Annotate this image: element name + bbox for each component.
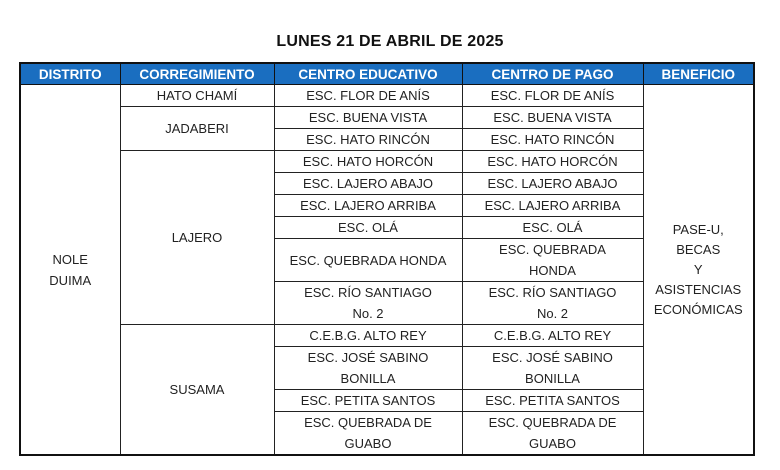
educativo-cell — [274, 282, 462, 325]
educativo-cell: ESC. FLOR DE ANÍS — [274, 85, 462, 107]
educativo-cell — [274, 347, 462, 390]
educativo-cell: ESC. HATO RINCÓN — [274, 129, 462, 151]
corregimiento-cell: JADABERI — [120, 107, 274, 151]
header-centro-pago: CENTRO DE PAGO — [462, 63, 643, 85]
distrito-line: NOLE — [52, 251, 88, 267]
pago-line: ESC. JOSÉ SABINO — [492, 350, 613, 365]
header-row — [20, 63, 754, 85]
pago-cell: C.E.B.G. ALTO REY — [462, 325, 643, 347]
pago-cell — [462, 282, 643, 325]
pago-line: HONDA — [529, 263, 576, 278]
educativo-cell: ESC. PETITA SANTOS — [274, 390, 462, 412]
educativo-cell: ESC. HATO HORCÓN — [274, 151, 462, 173]
educativo-cell: ESC. BUENA VISTA — [274, 107, 462, 129]
educativo-line: ESC. JOSÉ SABINO — [307, 350, 429, 365]
educativo-cell — [274, 412, 462, 456]
pago-cell — [462, 347, 643, 390]
educativo-line: GUABO — [344, 436, 392, 451]
header-beneficio: BENEFICIO — [643, 63, 754, 85]
pago-cell: ESC. LAJERO ABAJO — [462, 173, 643, 195]
schedule-table — [19, 62, 755, 456]
beneficio-line: BECAS — [676, 241, 721, 257]
page-title: LUNES 21 DE ABRIL DE 2025 — [276, 33, 504, 50]
educativo-line: ESC. QUEBRADA DE — [304, 415, 432, 430]
educativo-cell: ESC. OLÁ — [274, 217, 462, 239]
educativo-line: ESC. RÍO SANTIAGO — [304, 285, 432, 300]
educativo-cell: C.E.B.G. ALTO REY — [274, 325, 462, 347]
pago-cell: ESC. OLÁ — [462, 217, 643, 239]
header-centro-educativo: CENTRO EDUCATIVO — [274, 63, 462, 85]
pago-line: BONILLA — [525, 371, 580, 386]
corregimiento-cell: LAJERO — [120, 151, 274, 325]
distrito-cell — [20, 85, 120, 456]
pago-cell: ESC. HATO RINCÓN — [462, 129, 643, 151]
table-row — [20, 85, 754, 107]
pago-cell: ESC. FLOR DE ANÍS — [462, 85, 643, 107]
pago-line: No. 2 — [536, 306, 569, 321]
beneficio-line: ASISTENCIAS — [655, 281, 742, 297]
beneficio-line: ECONÓMICAS — [653, 301, 743, 317]
header-corregimiento: CORREGIMIENTO — [120, 63, 274, 85]
beneficio-cell — [643, 85, 754, 456]
educativo-cell: ESC. QUEBRADA HONDA — [274, 239, 462, 282]
header-distrito: DISTRITO — [20, 63, 120, 85]
pago-cell: ESC. PETITA SANTOS — [462, 390, 643, 412]
pago-cell — [462, 239, 643, 282]
corregimiento-cell: HATO CHAMÍ — [120, 85, 274, 107]
educativo-line: BONILLA — [340, 371, 396, 386]
pago-line: ESC. RÍO SANTIAGO — [488, 285, 617, 300]
beneficio-line: PASE-U, — [672, 221, 724, 237]
pago-cell: ESC. LAJERO ARRIBA — [462, 195, 643, 217]
pago-cell — [462, 412, 643, 456]
educativo-line: No. 2 — [352, 306, 384, 321]
pago-line: ESC. QUEBRADA — [499, 242, 606, 257]
pago-cell: ESC. HATO HORCÓN — [462, 151, 643, 173]
pago-line: ESC. QUEBRADA DE — [488, 415, 617, 430]
pago-line: GUABO — [529, 436, 576, 451]
educativo-cell: ESC. LAJERO ARRIBA — [274, 195, 462, 217]
distrito-line: DUIMA — [49, 272, 92, 288]
corregimiento-cell: SUSAMA — [120, 325, 274, 456]
pago-cell: ESC. BUENA VISTA — [462, 107, 643, 129]
beneficio-line: Y — [693, 261, 703, 277]
educativo-cell: ESC. LAJERO ABAJO — [274, 173, 462, 195]
